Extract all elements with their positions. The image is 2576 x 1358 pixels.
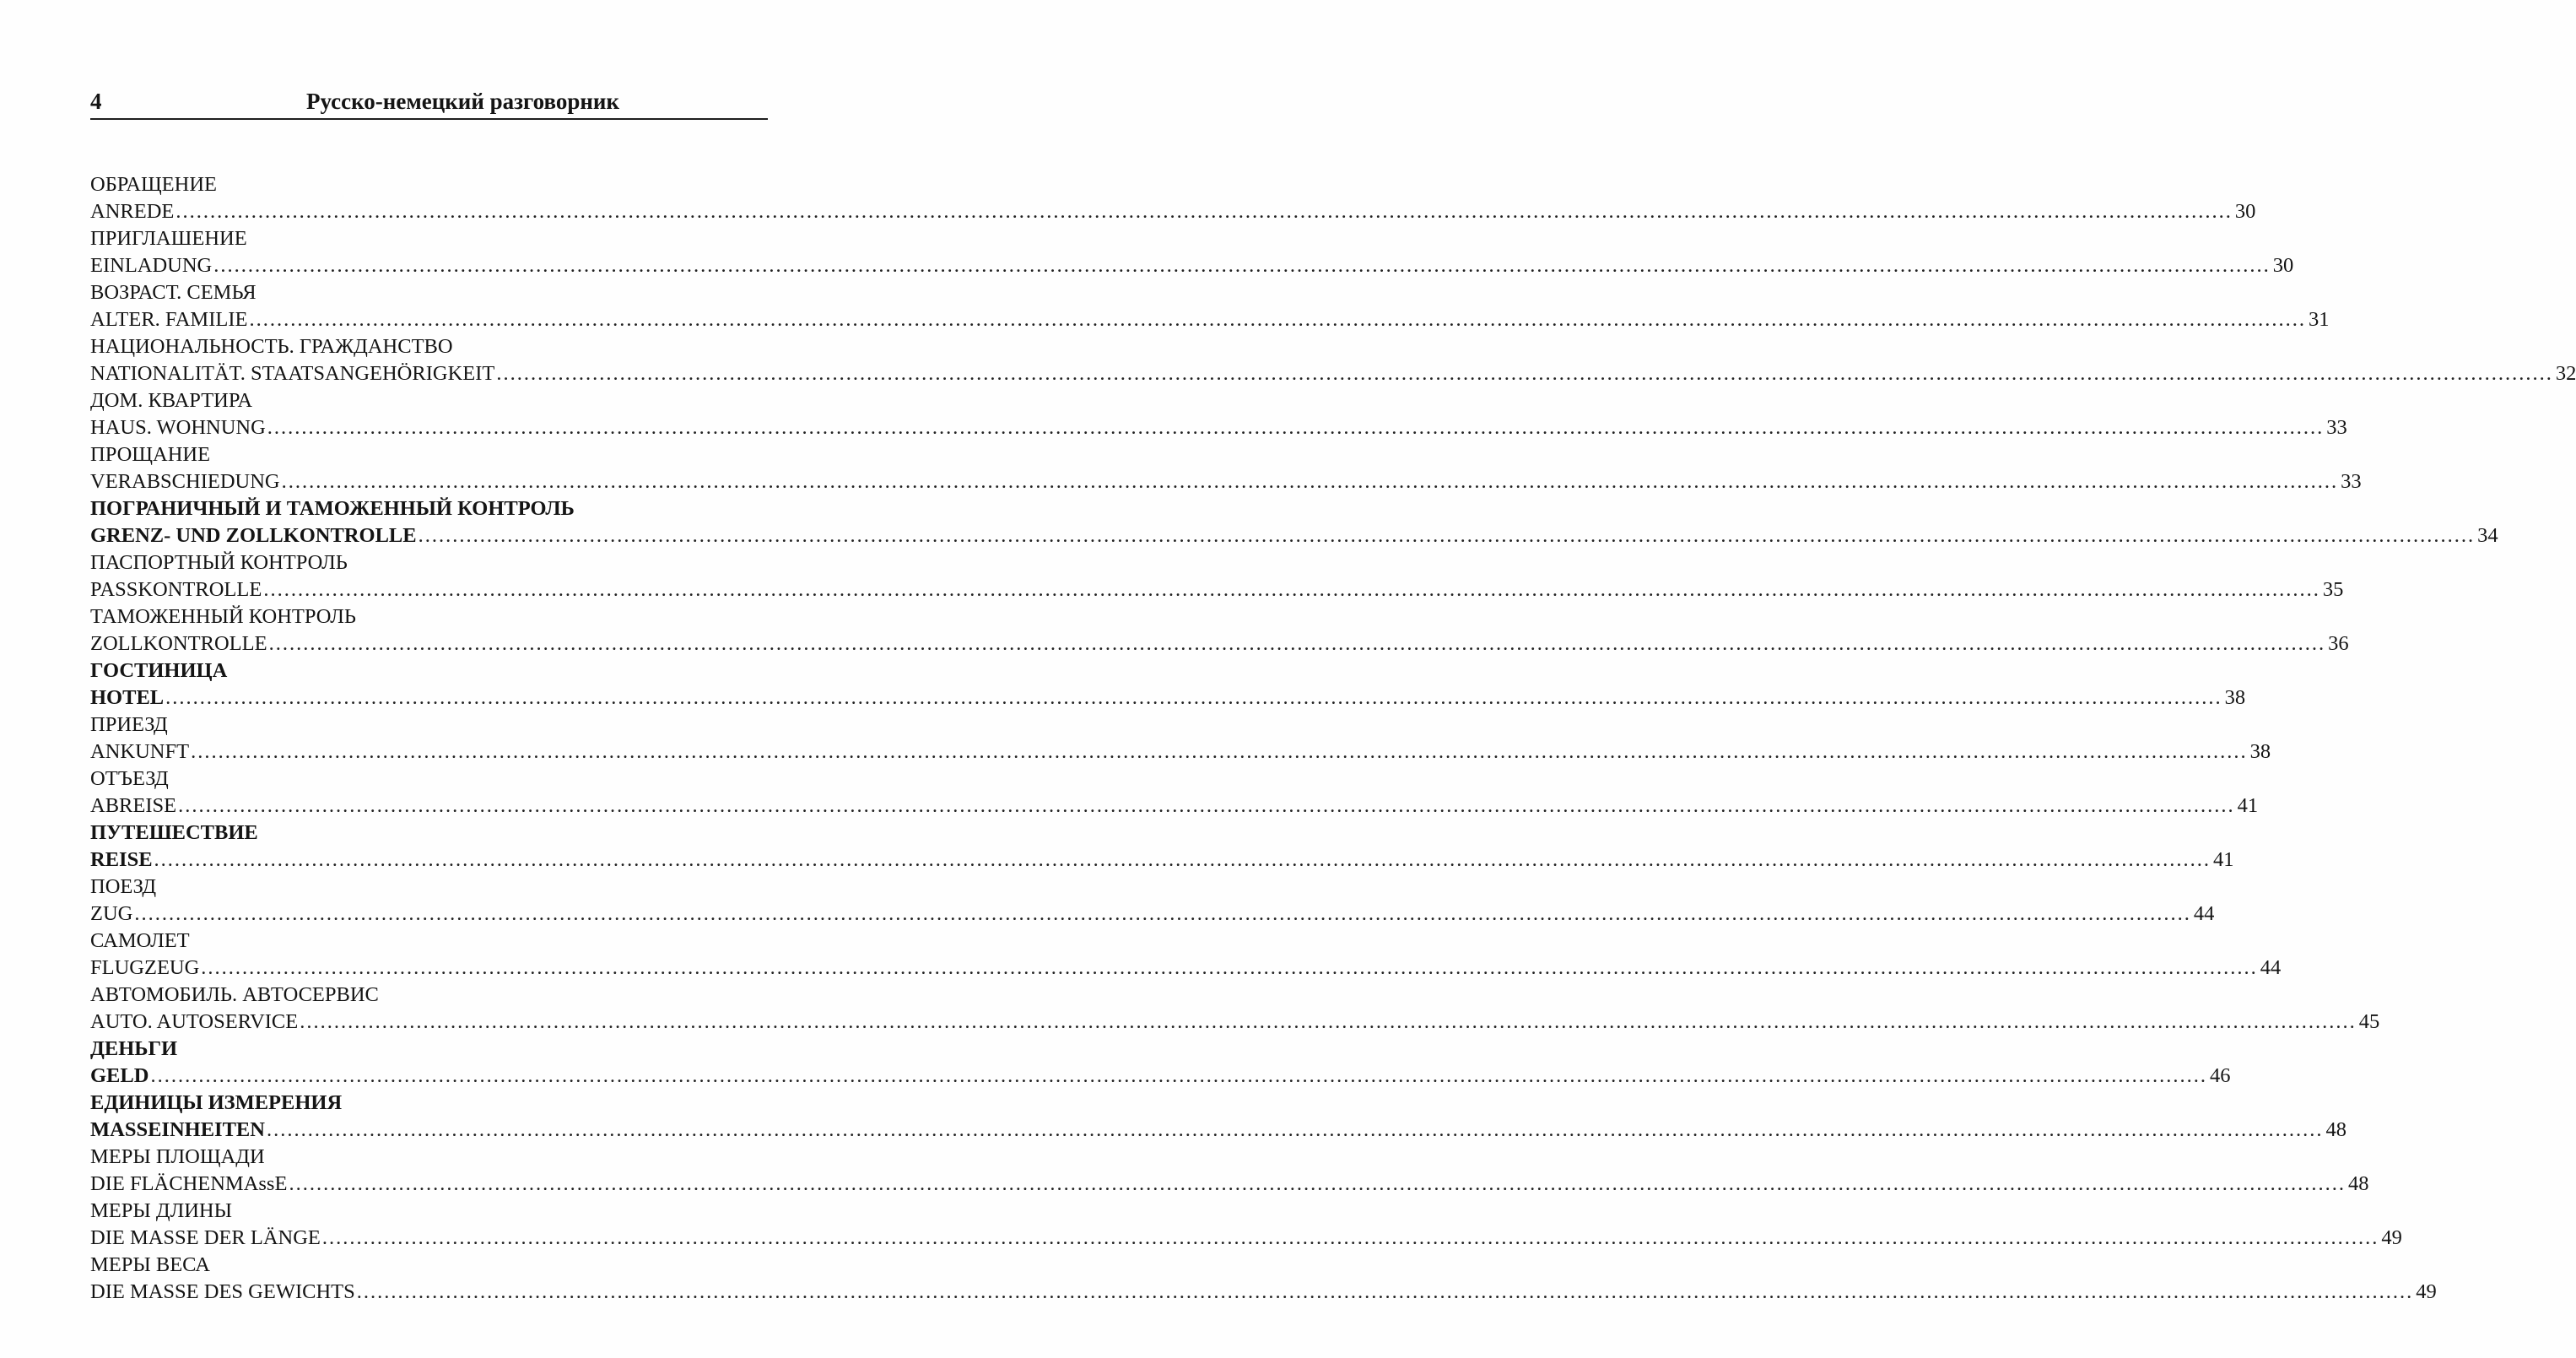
- toc-entry-title: DIE FLÄCHENMAssE: [90, 1172, 288, 1195]
- toc-heading-ru: ЕДИНИЦЫ ИЗМЕРЕНИЯ: [90, 1091, 343, 1114]
- toc-entry-de: [90, 955, 2282, 982]
- toc-entry-title: FLUGZEUG: [90, 956, 200, 979]
- toc-entry-title: DIE MASSE DER LÄNGE: [90, 1226, 321, 1249]
- toc-entry-title: HOTEL: [90, 686, 165, 709]
- dot-leader: ............................................................................................................................................................................................................................................................................................................: [154, 848, 2211, 871]
- toc-page-number: 30: [2272, 254, 2294, 277]
- running-title: Русско-немецкий разговорник: [305, 89, 620, 114]
- toc-entry-de: [90, 684, 2246, 711]
- toc-heading-ru: ПРОЩАНИЕ: [90, 443, 211, 466]
- toc-entry-de: [90, 360, 2576, 387]
- dot-leader: ............................................................................................................................................................................................................................................................................................................: [268, 632, 2326, 655]
- dot-leader: ............................................................................................................................................................................................................................................................................................................: [176, 200, 2233, 223]
- toc-entry-de: [90, 414, 2347, 441]
- dot-leader: ............................................................................................................................................................................................................................................................................................................: [150, 1064, 2207, 1087]
- toc-entry-title: PASSKONTROLLE: [90, 578, 262, 601]
- toc-entry-de: [90, 252, 2294, 279]
- dot-leader: ............................................................................................................................................................................................................................................................................................................: [266, 1118, 2324, 1141]
- running-header: [90, 88, 768, 120]
- toc-heading-ru: МЕРЫ ВЕСА: [90, 1253, 210, 1276]
- toc-entry-de: [90, 198, 2256, 225]
- dot-leader: ............................................................................................................................................................................................................................................................................................................: [496, 362, 2553, 385]
- toc-entry-de: [90, 1279, 2437, 1306]
- toc-heading-ru: ДЕНЬГИ: [90, 1037, 178, 1060]
- toc-entry-title: EINLADUNG: [90, 254, 213, 277]
- dot-leader: ............................................................................................................................................................................................................................................................................................................: [289, 1172, 2346, 1195]
- toc-heading-ru: ОБРАЩЕНИЕ: [90, 173, 217, 196]
- toc-entry-title: MASSEINHEITEN: [90, 1118, 265, 1141]
- toc-page-number: 49: [2381, 1226, 2402, 1249]
- toc-entry-de: [90, 522, 2498, 549]
- toc-page-number: 31: [2308, 308, 2330, 331]
- toc-heading-ru: ПОЕЗД: [90, 875, 157, 898]
- toc-entry-title: ABREISE: [90, 794, 177, 817]
- toc-page-number: 32: [2555, 362, 2576, 385]
- toc-heading-ru: МЕРЫ ПЛОЩАДИ: [90, 1145, 265, 1168]
- dot-leader: ............................................................................................................................................................................................................................................................................................................: [356, 1280, 2414, 1303]
- toc-heading-ru: МЕРЫ ДЛИНЫ: [90, 1199, 232, 1222]
- toc-entry-de: [90, 793, 2259, 820]
- toc-entry-de: [90, 1009, 2380, 1036]
- toc-entry-title: VERABSCHIEDUNG: [90, 470, 280, 493]
- toc-entry-de: [90, 901, 2215, 928]
- dot-leader: ............................................................................................................................................................................................................................................................................................................: [267, 416, 2325, 439]
- dot-leader: ............................................................................................................................................................................................................................................................................................................: [191, 740, 2248, 763]
- toc-entry-title: DIE MASSE DES GEWICHTS: [90, 1280, 355, 1303]
- table-of-contents: [90, 171, 2576, 1306]
- dot-leader: ............................................................................................................................................................................................................................................................................................................: [263, 578, 2320, 601]
- dot-leader: ............................................................................................................................................................................................................................................................................................................: [249, 308, 2306, 331]
- toc-heading-ru: ВОЗРАСТ. СЕМЬЯ: [90, 281, 257, 304]
- toc-page-number: 44: [2193, 902, 2215, 925]
- toc-entry-de: [90, 630, 2349, 657]
- toc-page-number: 34: [2477, 524, 2498, 547]
- toc-page-number: 46: [2209, 1064, 2231, 1087]
- toc-entry-de: [90, 1225, 2402, 1252]
- toc-page-number: 30: [2234, 200, 2256, 223]
- toc-entry-title: HAUS. WOHNUNG: [90, 416, 266, 439]
- dot-leader: ............................................................................................................................................................................................................................................................................................................: [201, 956, 2258, 979]
- toc-heading-ru: ПАСПОРТНЫЙ КОНТРОЛЬ: [90, 551, 348, 574]
- toc-heading-ru: ПУТЕШЕСТВИЕ: [90, 821, 258, 844]
- toc-page-number: 33: [2326, 416, 2347, 439]
- toc-entry-de: [90, 1063, 2231, 1090]
- toc-entry-de: [90, 1117, 2346, 1144]
- toc-entry-title: AUTO. AUTOSERVICE: [90, 1010, 299, 1033]
- page-number: 4: [90, 89, 102, 114]
- toc-page-number: 38: [2224, 686, 2246, 709]
- toc-page-number: 36: [2328, 632, 2349, 655]
- dot-leader: ............................................................................................................................................................................................................................................................................................................: [321, 1226, 2379, 1249]
- toc-heading-ru: ТАМОЖЕННЫЙ КОНТРОЛЬ: [90, 605, 356, 628]
- toc-heading-ru: АВТОМОБИЛЬ. АВТОСЕРВИС: [90, 983, 379, 1006]
- toc-entry-title: ZOLLKONTROLLE: [90, 632, 267, 655]
- toc-entry-de: [90, 739, 2271, 766]
- toc-page-number: 38: [2249, 740, 2271, 763]
- dot-leader: ............................................................................................................................................................................................................................................................................................................: [418, 524, 2476, 547]
- toc-heading-ru: НАЦИОНАЛЬНОСТЬ. ГРАЖДАНСТВО: [90, 335, 453, 358]
- toc-heading-ru: ОТЪЕЗД: [90, 767, 169, 790]
- toc-entry-title: ANREDE: [90, 200, 175, 223]
- toc-heading-ru: САМОЛЕТ: [90, 929, 190, 952]
- toc-page-number: 41: [2237, 794, 2259, 817]
- toc-page-number: 48: [2347, 1172, 2369, 1195]
- toc-entry-title: ALTER. FAMILIE: [90, 308, 248, 331]
- toc-entry-title: GRENZ- UND ZOLLKONTROLLE: [90, 524, 417, 547]
- dot-leader: ............................................................................................................................................................................................................................................................................................................: [300, 1010, 2357, 1033]
- toc-entry-de: [90, 306, 2330, 333]
- toc-entry-title: GELD: [90, 1064, 149, 1087]
- toc-entry-de: [90, 576, 2344, 603]
- dot-leader: ............................................................................................................................................................................................................................................................................................................: [134, 902, 2191, 925]
- dot-leader: ............................................................................................................................................................................................................................................................................................................: [213, 254, 2271, 277]
- toc-heading-ru: ПРИЕЗД: [90, 713, 168, 736]
- toc-page-number: 48: [2325, 1118, 2346, 1141]
- dot-leader: ............................................................................................................................................................................................................................................................................................................: [281, 470, 2339, 493]
- toc-entry-title: NATIONALITÄT. STAATSANGEHÖRIGKEIT: [90, 362, 495, 385]
- dot-leader: ............................................................................................................................................................................................................................................................................................................: [178, 794, 2235, 817]
- toc-entry-title: ZUG: [90, 902, 133, 925]
- toc-entry-title: REISE: [90, 848, 153, 871]
- toc-entry-de: [90, 1171, 2369, 1198]
- toc-page-number: 41: [2213, 848, 2234, 871]
- toc-heading-ru: ПРИГЛАШЕНИЕ: [90, 227, 247, 250]
- toc-page-number: 44: [2260, 956, 2282, 979]
- toc-heading-ru: ДОМ. КВАРТИРА: [90, 389, 253, 412]
- toc-page-number: 35: [2322, 578, 2344, 601]
- toc-entry-title: ANKUNFT: [90, 740, 190, 763]
- dot-leader: ............................................................................................................................................................................................................................................................................................................: [165, 686, 2222, 709]
- toc-heading-ru: ГОСТИНИЦА: [90, 659, 228, 682]
- toc-entry-de: [90, 468, 2362, 495]
- toc-entry-de: [90, 847, 2234, 874]
- toc-heading-ru: ПОГРАНИЧНЫЙ И ТАМОЖЕННЫЙ КОНТРОЛЬ: [90, 497, 575, 520]
- toc-page-number: 33: [2341, 470, 2362, 493]
- toc-page-number: 45: [2358, 1010, 2380, 1033]
- toc-page-number: 49: [2416, 1280, 2437, 1303]
